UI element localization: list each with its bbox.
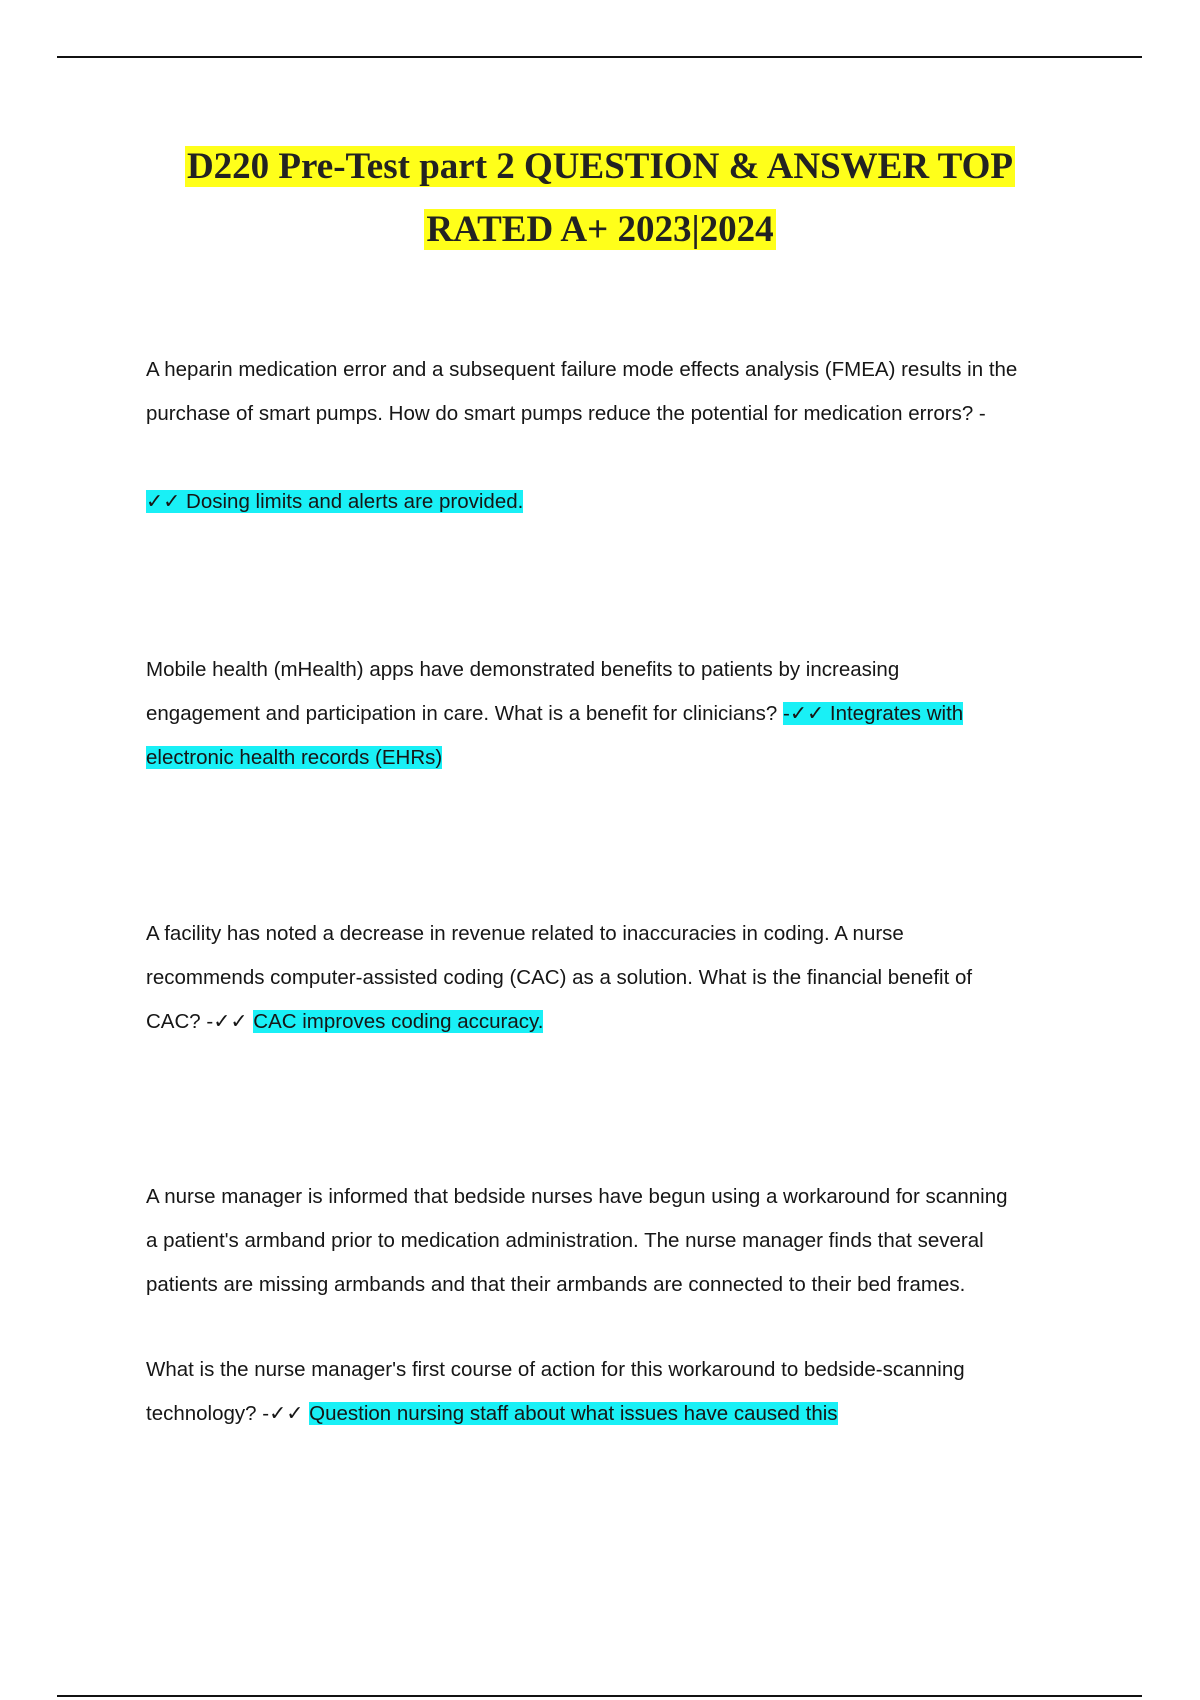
question-3-line-3: CAC? -✓✓ (146, 1010, 254, 1033)
title-line-1: D220 Pre-Test part 2 QUESTION & ANSWER TOP (186, 146, 1014, 187)
answer-3-text: CAC improves coding accuracy. (253, 1010, 544, 1033)
title-line-2: RATED A+ 2023|2024 (426, 209, 774, 250)
question-2-line-2: engagement and participation in care. What is a benefit for clinicians? (146, 702, 784, 725)
question-1 (146, 348, 1086, 436)
answer-1-text: ✓✓ Dosing limits and alerts are provided. (146, 490, 524, 513)
document-title (60, 135, 1140, 261)
question-1-line-2: purchase of smart pumps. How do smart pumps reduce the potential for medication errors? - (146, 402, 986, 425)
question-4-line-3: patients are missing armbands and that their armbands are connected to their bed frames. (146, 1273, 966, 1296)
question-3-line-1: A facility has noted a decrease in revenue related to inaccuracies in coding. A nurse (146, 922, 904, 945)
question-4-line-1: A nurse manager is informed that bedside nurses have begun using a workaround for scanning (146, 1185, 1008, 1208)
question-4 (146, 1175, 1086, 1307)
answer-4-text: Question nursing staff about what issues have caused this (309, 1402, 838, 1425)
question-2-line-1: Mobile health (mHealth) apps have demonstrated benefits to patients by increasing (146, 658, 900, 681)
footer-rule (57, 1695, 1142, 1697)
answer-2-part-2: electronic health records (EHRs) (146, 746, 443, 769)
question-3-line-2: recommends computer-assisted coding (CAC) as a solution. What is the financial benefit of (146, 966, 973, 989)
question-4-line-4: What is the nurse manager's first course of action for this workaround to bedside-scanning (146, 1358, 965, 1381)
answer-1 (146, 480, 1086, 524)
question-1-line-1: A heparin medication error and a subsequent failure mode effects analysis (FMEA) results in the (146, 358, 1018, 381)
question-4-continued (146, 1348, 1086, 1436)
question-4-line-2: a patient's armband prior to medication administration. The nurse manager finds that several (146, 1229, 984, 1252)
question-2 (146, 648, 1086, 780)
header-rule (57, 56, 1142, 58)
question-4-line-5: technology? -✓✓ (146, 1402, 310, 1425)
question-3 (146, 912, 1086, 1044)
answer-2-part-1: -✓✓ Integrates with (783, 702, 964, 725)
